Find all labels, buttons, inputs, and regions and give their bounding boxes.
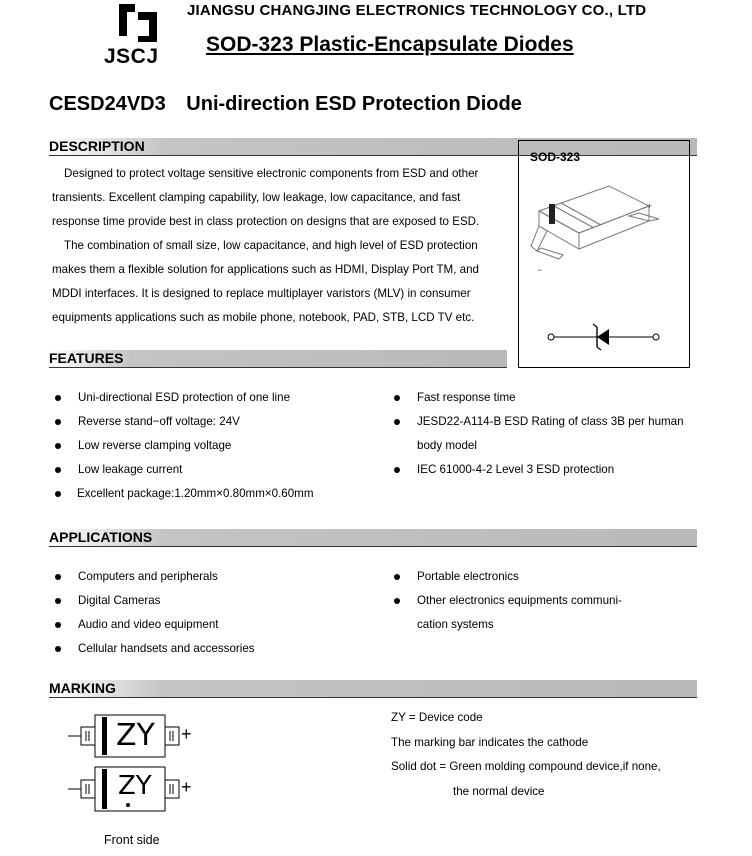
marking-note: the normal device (453, 784, 545, 798)
package-outline-drawing (529, 171, 679, 281)
list-item: Cellular handsets and accessories (50, 637, 380, 661)
package-label: SOD-323 (530, 150, 581, 164)
applications-list-right (389, 565, 709, 637)
section-header-marking (49, 680, 697, 698)
diode-symbol (539, 323, 669, 353)
bullet-icon (55, 443, 61, 449)
package-box (518, 140, 690, 368)
applications-list-left (50, 565, 380, 661)
bullet-icon (394, 419, 400, 425)
bullet-icon (55, 622, 61, 628)
section-title: MARKING (49, 680, 116, 696)
description-line: MDDI interfaces. It is designed to replace multiplayer varistors (MLV) in consumer (52, 287, 471, 300)
plus-sign: + (181, 777, 192, 797)
product-title (49, 93, 522, 116)
list-item: Computers and peripherals (50, 565, 380, 589)
section-header-features (49, 350, 507, 368)
marking-diagram-green (66, 765, 206, 813)
list-item: Portable electronics (389, 565, 709, 589)
marking-notes (391, 706, 661, 804)
logo-text: JSCJ (104, 45, 159, 68)
bullet-icon (55, 419, 61, 425)
list-item: Fast response time (389, 386, 709, 410)
bullet-icon (55, 646, 61, 652)
list-item: Excellent package:1.20mm×0.80mm×0.60mm (50, 482, 380, 506)
svg-text:+: + (647, 201, 653, 211)
bullet-icon (394, 395, 400, 401)
list-item: Other electronics equipments communi- (389, 589, 709, 613)
part-number: CESD24VD3 (49, 93, 166, 115)
document-title: SOD-323 Plastic-Encapsulate Diodes (206, 33, 574, 56)
list-item: Digital Cameras (50, 589, 380, 613)
marking-note: The marking bar indicates the cathode (391, 735, 589, 749)
list-item: Uni-directional ESD protection of one line (50, 386, 380, 410)
bullet-icon (394, 574, 400, 580)
list-item: Audio and video equipment (50, 613, 380, 637)
marking-note: Solid dot = Green molding compound device,if none, (391, 760, 661, 773)
bullet-icon (394, 598, 400, 604)
device-code: ZY (116, 718, 155, 753)
list-item: Low reverse clamping voltage (50, 434, 380, 458)
description-line: transients. Excellent clamping capability, low leakage, low capacitance, and fast (52, 191, 461, 204)
section-title: APPLICATIONS (49, 529, 153, 545)
bullet-icon (55, 395, 61, 401)
section-title: DESCRIPTION (49, 138, 145, 154)
svg-text:−: − (537, 265, 543, 275)
list-item: Reverse stand−off voltage: 24V (50, 410, 380, 434)
description-line: Designed to protect voltage sensitive electronic components from ESD and other (64, 167, 479, 180)
features-list-left (50, 386, 380, 506)
plus-sign: + (181, 724, 192, 744)
front-side-caption: Front side (104, 833, 160, 847)
list-item-continuation: body model (417, 439, 477, 452)
features-list-right (389, 386, 709, 482)
marking-diagram-normal (66, 713, 206, 759)
list-item-continuation: cation systems (417, 618, 494, 631)
list-item: JESD22-A114-B ESD Rating of class 3B per human (389, 410, 709, 434)
section-title: FEATURES (49, 350, 124, 366)
marking-note: ZY = Device code (391, 711, 483, 724)
section-header-applications (49, 529, 697, 547)
bullet-icon (55, 598, 61, 604)
description-line: equipments applications such as mobile phone, notebook, PAD, STB, LCD TV etc. (52, 311, 475, 324)
bullet-icon (394, 467, 400, 473)
company-name: JIANGSU CHANGJING ELECTRONICS TECHNOLOGY CO., LTD (187, 2, 647, 19)
bullet-icon (55, 467, 61, 473)
description-line: makes them a flexible solution for applications such as HDMI, Display Port TM, and (52, 263, 480, 276)
device-code: ZY (118, 771, 152, 801)
description-line: The combination of small size, low capacitance, and high level of ESD protection (64, 239, 478, 252)
description-line: response time provide best in class protection on designs that are exposed to ESD. (52, 215, 480, 228)
list-item: IEC 61000-4-2 Level 3 ESD protection (389, 458, 709, 482)
bullet-icon (55, 491, 61, 497)
bullet-icon (55, 574, 61, 580)
description-text (52, 162, 502, 330)
list-item: Low leakage current (50, 458, 380, 482)
product-name: Uni-direction ESD Protection Diode (186, 93, 522, 115)
